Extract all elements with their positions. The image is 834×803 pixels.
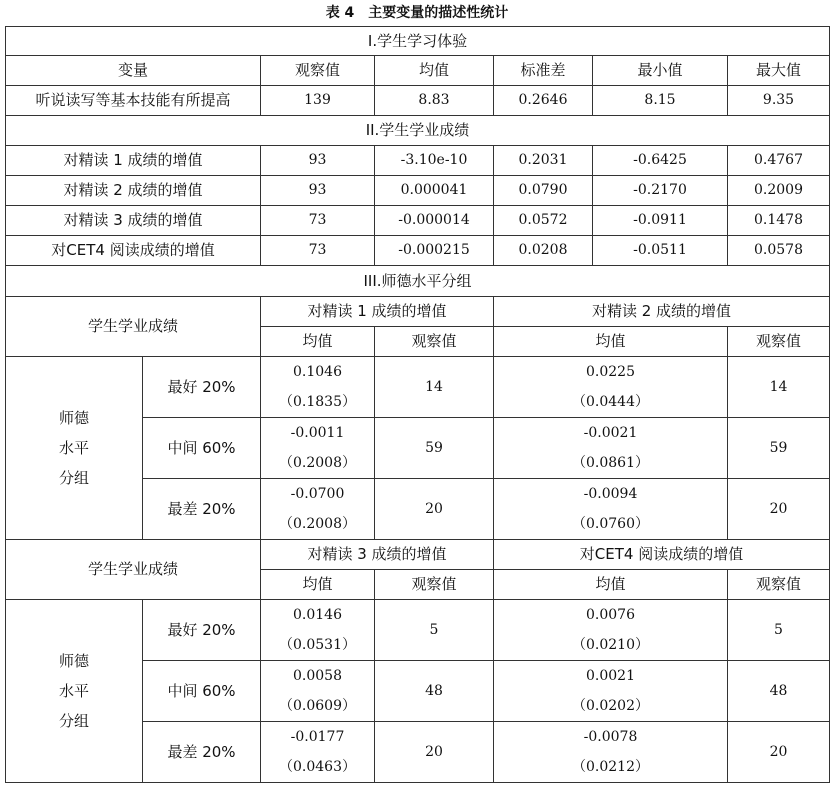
cell-std: 0.2031 (494, 146, 593, 176)
header-mean: 均值 (375, 56, 494, 86)
cell-observations: 48 (728, 661, 830, 722)
cell-observations: 14 (728, 357, 830, 418)
cell-observations: 73 (261, 206, 375, 236)
cell-observations: 20 (728, 722, 830, 783)
cell-mean-sd: -0.0700 （0.2008） (261, 479, 375, 540)
cell-min: -0.0511 (593, 236, 728, 266)
cell-std: 0.0572 (494, 206, 593, 236)
cell-observations: 59 (375, 418, 494, 479)
sub-header-mean: 均值 (261, 327, 375, 357)
cell-max: 0.1478 (728, 206, 830, 236)
cell-mean-sd: 0.0021 （0.0202） (494, 661, 728, 722)
cell-min: 8.15 (593, 86, 728, 116)
cell-std: 0.0208 (494, 236, 593, 266)
cell-mean-sd: -0.0011 （0.2008） (261, 418, 375, 479)
cell-observations: 14 (375, 357, 494, 418)
sub-header-mean: 均值 (494, 327, 728, 357)
cell-mean: 0.000041 (375, 176, 494, 206)
table-row (6, 600, 830, 661)
col-group-header: 对精读 3 成绩的增值 (261, 540, 494, 570)
cell-mean: 8.83 (375, 86, 494, 116)
cell-max: 0.2009 (728, 176, 830, 206)
cell-max: 0.4767 (728, 146, 830, 176)
sub-header-observations: 观察值 (728, 570, 830, 600)
table-caption: 表 4 主要变量的描述性统计 (325, 5, 509, 21)
cell-max: 9.35 (728, 86, 830, 116)
cell-mean-sd: -0.0021 （0.0861） (494, 418, 728, 479)
col-group-header: 对精读 2 成绩的增值 (494, 297, 830, 327)
group-label: 师德 水平 分组 (6, 600, 143, 783)
cell-observations: 5 (375, 600, 494, 661)
group-label: 师德 水平 分组 (6, 357, 143, 540)
section-title-ethics-grouping: III.师德水平分组 (6, 266, 830, 297)
row-label: 听说读写等基本技能有所提高 (6, 86, 261, 116)
sub-header-observations: 观察值 (728, 327, 830, 357)
cell-mean-sd: -0.0177 （0.0463） (261, 722, 375, 783)
sub-header-mean: 均值 (494, 570, 728, 600)
table-row (6, 146, 830, 176)
cell-observations: 73 (261, 236, 375, 266)
sub-header-observations: 观察值 (375, 570, 494, 600)
cell-mean: -3.10e-10 (375, 146, 494, 176)
row-label: 对精读 3 成绩的增值 (6, 206, 261, 236)
header-variable: 变量 (6, 56, 261, 86)
cell-std: 0.2646 (494, 86, 593, 116)
row-label: 最差 20% (143, 479, 261, 540)
cell-observations: 59 (728, 418, 830, 479)
row-label: 中间 60% (143, 661, 261, 722)
cell-observations: 139 (261, 86, 375, 116)
row-header-academic: 学生学业成绩 (6, 297, 261, 357)
cell-mean-sd: 0.0076 （0.0210） (494, 600, 728, 661)
header-max: 最大值 (728, 56, 830, 86)
header-observations: 观察值 (261, 56, 375, 86)
col-group-header: 对CET4 阅读成绩的增值 (494, 540, 830, 570)
row-label: 对精读 2 成绩的增值 (6, 176, 261, 206)
header-std: 标准差 (494, 56, 593, 86)
cell-mean-sd: -0.0078 （0.0212） (494, 722, 728, 783)
cell-mean-sd: -0.0094 （0.0760） (494, 479, 728, 540)
row-label: 对CET4 阅读成绩的增值 (6, 236, 261, 266)
row-header-academic: 学生学业成绩 (6, 540, 261, 600)
row-label: 最好 20% (143, 600, 261, 661)
cell-min: -0.2170 (593, 176, 728, 206)
row-label: 中间 60% (143, 418, 261, 479)
cell-mean-sd: 0.0146 （0.0531） (261, 600, 375, 661)
cell-observations: 93 (261, 146, 375, 176)
cell-observations: 93 (261, 176, 375, 206)
cell-min: -0.6425 (593, 146, 728, 176)
cell-observations: 48 (375, 661, 494, 722)
cell-observations: 5 (728, 600, 830, 661)
header-row (6, 56, 830, 86)
cell-mean: -0.000014 (375, 206, 494, 236)
sub-header-mean: 均值 (261, 570, 375, 600)
cell-min: -0.0911 (593, 206, 728, 236)
cell-observations: 20 (375, 479, 494, 540)
cell-mean-sd: 0.0058 （0.0609） (261, 661, 375, 722)
row-label: 最好 20% (143, 357, 261, 418)
table-row (6, 86, 830, 116)
cell-mean: -0.000215 (375, 236, 494, 266)
cell-observations: 20 (728, 479, 830, 540)
table-row (6, 357, 830, 418)
table-row (6, 236, 830, 266)
cell-max: 0.0578 (728, 236, 830, 266)
row-label: 最差 20% (143, 722, 261, 783)
section-title-learning-experience: I.学生学习体验 (6, 27, 830, 56)
table-row (6, 176, 830, 206)
table-row (6, 206, 830, 236)
header-min: 最小值 (593, 56, 728, 86)
cell-mean-sd: 0.1046 （0.1835） (261, 357, 375, 418)
col-group-header: 对精读 1 成绩的增值 (261, 297, 494, 327)
section-title-academic-performance: II.学生学业成绩 (6, 116, 830, 146)
cell-std: 0.0790 (494, 176, 593, 206)
descriptive-statistics-table (5, 26, 830, 783)
cell-mean-sd: 0.0225 （0.0444） (494, 357, 728, 418)
row-label: 对精读 1 成绩的增值 (6, 146, 261, 176)
sub-header-observations: 观察值 (375, 327, 494, 357)
cell-observations: 20 (375, 722, 494, 783)
